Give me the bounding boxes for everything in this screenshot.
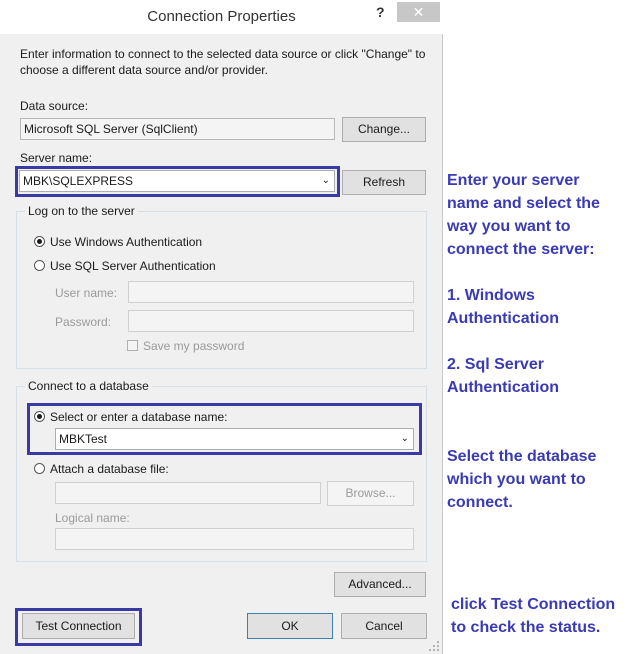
test-connection-button[interactable]: Test Connection [22,613,135,639]
note-line: which you want to [447,471,586,488]
test-note [451,593,615,639]
sql-auth-label[interactable]: Use SQL Server Authentication [50,259,216,273]
note-line: click Test Connection [451,596,616,613]
cancel-button[interactable]: Cancel [341,613,427,639]
windows-auth-radio[interactable] [34,236,45,247]
note-line: 2. Sql Server [447,356,544,373]
server-highlight-box [15,166,340,197]
server-name-value: MBK\SQLEXPRESS [23,174,134,188]
attach-database-label[interactable]: Attach a database file: [50,462,169,476]
note-line: name and select the [447,195,600,212]
change-button[interactable]: Change... [342,117,426,142]
attach-database-radio[interactable] [34,463,45,474]
database-note [447,445,596,514]
dialog-title: Connection Properties [147,8,296,25]
close-button[interactable]: ✕ [397,2,440,22]
note-line: connect. [447,494,513,511]
ok-button[interactable]: OK [247,613,333,639]
save-password-checkbox[interactable] [127,340,138,351]
data-source-label: Data source: [20,99,89,113]
server-note [447,169,600,261]
windows-note [447,284,559,330]
password-input[interactable] [128,310,414,332]
database-file-input[interactable] [55,482,321,504]
note-line: Select the database [447,448,597,465]
resize-grip-icon[interactable] [428,640,440,652]
advanced-button[interactable]: Advanced... [334,572,426,597]
select-database-label[interactable]: Select or enter a database name: [50,410,228,424]
save-password-label: Save my password [143,339,245,353]
browse-button[interactable]: Browse... [327,481,414,506]
intro-text: Enter information to connect to the selected data source or click "Change" to choose a different data source and/or provider. [20,47,426,77]
chevron-down-icon[interactable]: ⌄ [400,433,409,444]
note-line: Enter your server [447,172,580,189]
data-source-field: Microsoft SQL Server (SqlClient) [20,118,335,140]
note-line: Authentication [447,379,559,396]
help-button[interactable]: ? [376,4,385,20]
sql-auth-radio[interactable] [34,260,45,271]
test-connection-highlight-box [15,608,142,646]
password-label: Password: [55,315,112,329]
title-bar [0,0,443,34]
note-line: Authentication [447,310,559,327]
note-line: to check the status. [451,619,601,636]
server-name-label: Server name: [20,151,93,165]
note-line: connect the server: [447,241,595,258]
user-name-label: User name: [55,286,118,300]
windows-auth-label[interactable]: Use Windows Authentication [50,235,203,249]
note-line: way you want to [447,218,571,235]
sql-note [447,353,559,399]
database-group-label: Connect to a database [25,379,152,393]
chevron-down-icon[interactable]: ⌄ [321,175,330,186]
user-name-input[interactable] [128,281,414,303]
logical-name-label: Logical name: [55,511,130,525]
logon-group-label: Log on to the server [25,204,138,218]
logical-name-input[interactable] [55,528,414,550]
refresh-button[interactable]: Refresh [342,170,426,195]
note-line: 1. Windows [447,287,535,304]
database-highlight-box [27,403,422,455]
database-name-value: MBKTest [59,432,108,446]
